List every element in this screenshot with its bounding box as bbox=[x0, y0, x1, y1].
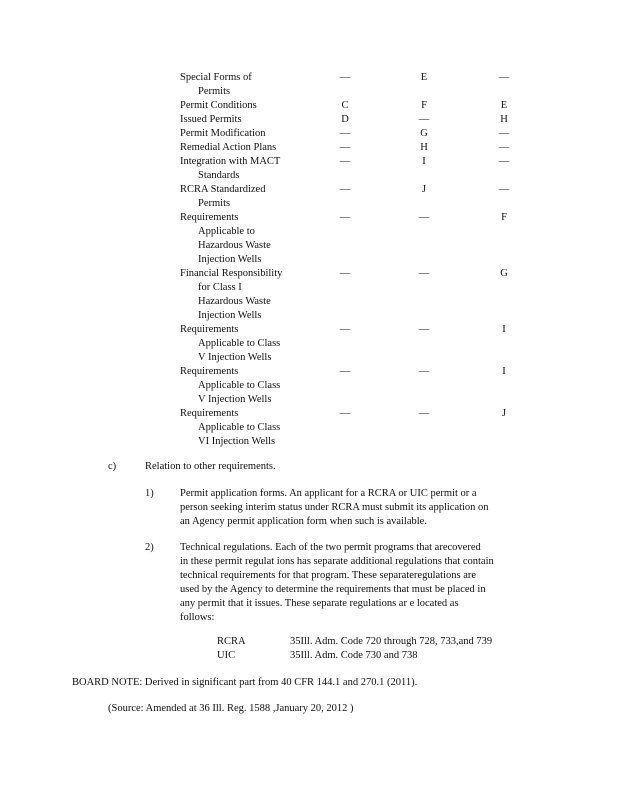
code-reference: 35Ill. Adm. Code 720 through 728, 733,and 739 bbox=[290, 636, 493, 647]
cell-col2: — bbox=[418, 408, 430, 419]
cell-col3: — bbox=[498, 142, 510, 153]
row-label bbox=[180, 127, 292, 141]
row-label-line: Special Forms of bbox=[180, 72, 252, 83]
cell-col3: — bbox=[498, 156, 510, 167]
cell-col3: H bbox=[500, 114, 508, 125]
row-label-line: Permits bbox=[198, 86, 231, 97]
item-2-line: Technical regulations. Each of the two permit programs that arecovered bbox=[180, 542, 481, 553]
table-row bbox=[180, 141, 520, 155]
cell-col1: — bbox=[339, 268, 351, 279]
row-label bbox=[180, 99, 292, 113]
row-label bbox=[180, 365, 292, 407]
table-row bbox=[180, 323, 520, 365]
row-label-line: Permit Modification bbox=[180, 128, 266, 139]
board-note: BOARD NOTE: Derived in significant part from 40 CFR 144.1 and 270.1 (2011). bbox=[72, 677, 418, 688]
cell-col2: J bbox=[421, 184, 427, 195]
item-2-line: technical requirements for that program. These separateregulations are bbox=[180, 570, 477, 581]
item-2-text bbox=[180, 541, 545, 625]
cell-col1: D bbox=[341, 114, 349, 125]
cell-col1: — bbox=[339, 408, 351, 419]
row-label-line: for Class I bbox=[198, 282, 242, 293]
item-1-number: 1) bbox=[145, 488, 154, 499]
code-program: UIC bbox=[217, 650, 236, 661]
cell-col1: — bbox=[339, 184, 351, 195]
row-label-line: Financial Responsibility bbox=[180, 268, 283, 279]
cell-col2: F bbox=[421, 100, 427, 111]
code-row-uic bbox=[217, 649, 537, 663]
row-label bbox=[180, 211, 292, 267]
table-row bbox=[180, 365, 520, 407]
row-label-line: Requirements bbox=[180, 324, 239, 335]
item-1-line: Permit application forms. An applicant for a RCRA or UIC permit or a bbox=[180, 488, 477, 499]
subpart-table bbox=[180, 71, 520, 449]
row-label-line: Injection Wells bbox=[198, 254, 262, 265]
row-label-line: Requirements bbox=[180, 408, 239, 419]
cell-col1: — bbox=[339, 156, 351, 167]
row-label-line: V Injection Wells bbox=[198, 352, 272, 363]
cell-col2: I bbox=[422, 156, 426, 167]
cell-col2: E bbox=[420, 72, 428, 83]
cell-col3: — bbox=[498, 72, 510, 83]
section-c-title: Relation to other requirements. bbox=[145, 461, 276, 472]
row-label bbox=[180, 407, 292, 449]
cell-col3: J bbox=[501, 408, 507, 419]
item-2-line: used by the Agency to determine the requirements that must be placed in bbox=[180, 584, 486, 595]
item-1-line: person seeking interim status under RCRA must submit its application on bbox=[180, 502, 489, 513]
row-label-line: Remedial Action Plans bbox=[180, 142, 277, 153]
row-label-line: Requirements bbox=[180, 212, 239, 223]
cell-col2: — bbox=[418, 366, 430, 377]
table-row bbox=[180, 99, 520, 113]
item-1-line: an Agency permit application form when such is available. bbox=[180, 516, 427, 527]
row-label-line: VI Injection Wells bbox=[198, 436, 276, 447]
cell-col3: I bbox=[502, 366, 506, 377]
row-label-line: Applicable to Class bbox=[198, 338, 281, 349]
row-label bbox=[180, 155, 292, 183]
row-label-line: Applicable to bbox=[198, 226, 255, 237]
cell-col3: F bbox=[501, 212, 507, 223]
row-label-line: Hazardous Waste bbox=[198, 296, 271, 307]
table-row bbox=[180, 183, 520, 211]
table-row bbox=[180, 407, 520, 449]
row-label-line: Issued Permits bbox=[180, 114, 242, 125]
cell-col2: — bbox=[418, 114, 430, 125]
item-1-text bbox=[180, 487, 545, 529]
row-label-line: Standards bbox=[198, 170, 240, 181]
table-row bbox=[180, 211, 520, 267]
item-2-line: in these permit regulat ions has separate additional regulations that contain bbox=[180, 556, 494, 567]
row-label bbox=[180, 71, 292, 99]
cell-col1: — bbox=[339, 324, 351, 335]
row-label bbox=[180, 113, 292, 127]
table-row bbox=[180, 155, 520, 183]
cell-col2: — bbox=[418, 212, 430, 223]
cell-col3: G bbox=[500, 268, 508, 279]
row-label-line: Applicable to Class bbox=[198, 422, 281, 433]
cell-col1: — bbox=[339, 212, 351, 223]
row-label-line: RCRA Standardized bbox=[180, 184, 266, 195]
item-2-number: 2) bbox=[145, 542, 154, 553]
table-row bbox=[180, 127, 520, 141]
cell-col1: — bbox=[339, 142, 351, 153]
row-label-line: Applicable to Class bbox=[198, 380, 281, 391]
row-label-line: Injection Wells bbox=[198, 310, 262, 321]
cell-col2: — bbox=[418, 324, 430, 335]
cell-col2: — bbox=[418, 268, 430, 279]
row-label-line: Hazardous Waste bbox=[198, 240, 271, 251]
cell-col2: H bbox=[420, 142, 428, 153]
item-2-line: any permit that it issues. These separate regulations ar e located as bbox=[180, 598, 459, 609]
row-label-line: Permits bbox=[198, 198, 231, 209]
row-label-line: Integration with MACT bbox=[180, 156, 281, 167]
code-row-rcra bbox=[217, 635, 537, 649]
cell-col1: — bbox=[339, 366, 351, 377]
table-row bbox=[180, 113, 520, 127]
cell-col1: — bbox=[339, 72, 351, 83]
row-label bbox=[180, 323, 292, 365]
section-c-marker: c) bbox=[108, 461, 117, 472]
row-label-line: V Injection Wells bbox=[198, 394, 272, 405]
source-note: (Source: Amended at 36 Ill. Reg. 1588 ,January 20, 2012 ) bbox=[108, 703, 354, 714]
cell-col3: E bbox=[500, 100, 508, 111]
regulation-codes-list bbox=[217, 635, 537, 663]
table-row bbox=[180, 267, 520, 323]
row-label bbox=[180, 267, 292, 323]
row-label-line: Permit Conditions bbox=[180, 100, 257, 111]
row-label-line: Requirements bbox=[180, 366, 239, 377]
cell-col3: I bbox=[502, 324, 506, 335]
item-2-line: follows: bbox=[180, 612, 215, 623]
code-program: RCRA bbox=[217, 636, 246, 647]
cell-col3: — bbox=[498, 128, 510, 139]
row-label bbox=[180, 141, 292, 155]
table-row bbox=[180, 71, 520, 99]
cell-col2: G bbox=[420, 128, 428, 139]
cell-col1: — bbox=[339, 128, 351, 139]
cell-col3: — bbox=[498, 184, 510, 195]
row-label bbox=[180, 183, 292, 211]
cell-col1: C bbox=[341, 100, 349, 111]
code-reference: 35Ill. Adm. Code 730 and 738 bbox=[290, 650, 418, 661]
